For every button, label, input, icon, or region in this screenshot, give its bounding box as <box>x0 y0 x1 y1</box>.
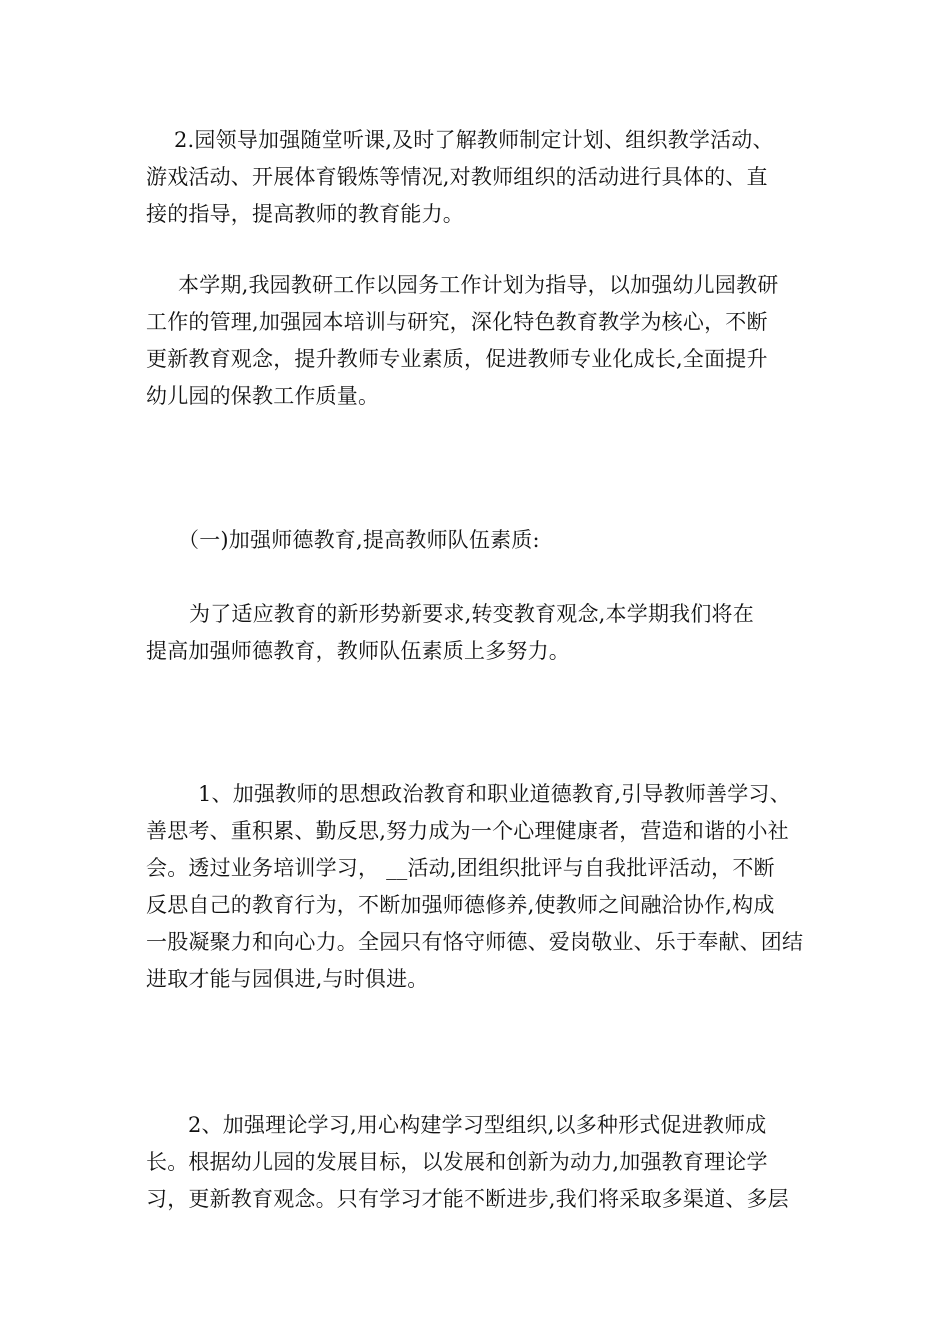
paragraph-line: 幼儿园的保教工作质量。 <box>146 384 380 408</box>
paragraph-ideological-education <box>146 776 803 998</box>
paragraph-line: 一股凝聚力和向心力。全园只有恪守师德、爱岗敬业、乐于奉献、团结 <box>146 930 804 954</box>
paragraph-line: 长。根据幼儿园的发展目标，以发展和创新为动力,加强教育理论学 <box>146 1150 768 1174</box>
paragraph-line: 2、加强理论学习,用心构建学习型组织,以多种形式促进教师成 <box>188 1113 767 1137</box>
paragraph-leadership-observation <box>146 122 774 233</box>
section-heading-ethics <box>146 522 540 559</box>
paragraph-line: 接的指导，提高教师的教育能力。 <box>146 202 464 226</box>
paragraph-line: 提高加强师德教育，教师队伍素质上多努力。 <box>146 639 570 663</box>
paragraph-line: 善思考、重积累、勤反思,努力成为一个心理健康者，营造和谐的小社 <box>146 819 789 843</box>
section-heading-text: （一)加强师德教育,提高教师队伍素质: <box>178 528 540 552</box>
paragraph-line: 习，更新教育观念。只有学习才能不断进步,我们将采取多渠道、多层 <box>146 1187 789 1211</box>
paragraph-line: 游戏活动、开展体育锻炼等情况,对教师组织的活动进行具体的、直 <box>146 165 768 189</box>
paragraph-line: 为了适应教育的新形势新要求,转变教育观念,本学期我们将在 <box>189 602 754 626</box>
paragraph-theory-study <box>146 1107 789 1218</box>
paragraph-line: 会。透过业务培训学习， __活动,团组织批评与自我批评活动，不断 <box>146 856 775 880</box>
paragraph-line: 进取才能与园俱进,与时俱进。 <box>146 967 429 991</box>
paragraph-line: 反思自己的教育行为，不断加强师德修养,使教师之间融洽协作,构成 <box>146 893 775 917</box>
paragraph-semester-research <box>146 267 778 415</box>
paragraph-adapt-new-situation <box>146 596 754 670</box>
paragraph-line: 工作的管理,加强园本培训与研究，深化特色教育教学为核心，不断 <box>146 310 768 334</box>
paragraph-line: 更新教育观念，提升教师专业素质，促进教师专业化成长,全面提升 <box>146 347 768 371</box>
paragraph-line: 1、加强教师的思想政治教育和职业道德教育,引导教师善学习、 <box>198 782 791 806</box>
paragraph-line: 本学期,我园教研工作以园务工作计划为指导，以加强幼儿园教研 <box>178 273 779 297</box>
paragraph-line: 2.园领导加强随堂听课,及时了解教师制定计划、组织教学活动、 <box>174 128 774 152</box>
